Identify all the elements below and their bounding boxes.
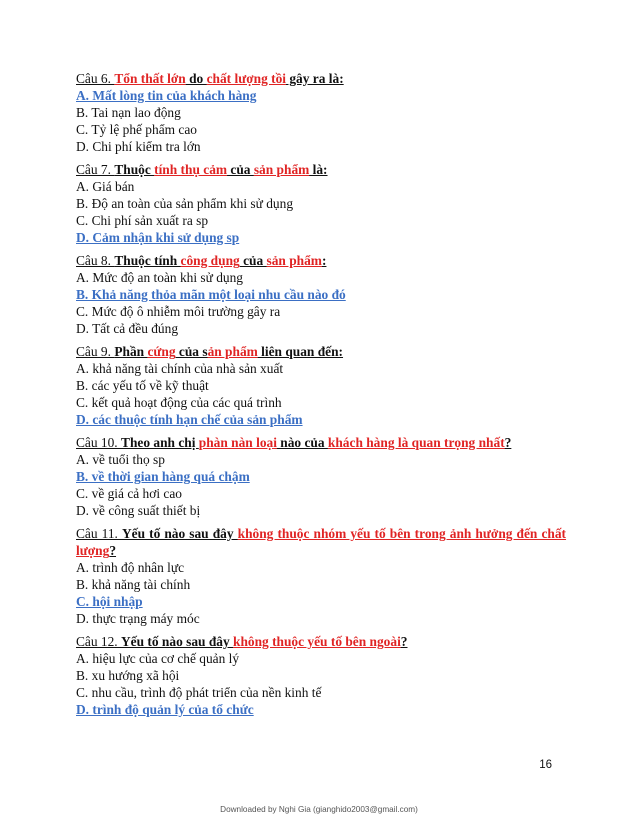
answer-option: C. Chi phí sản xuất ra sp [76,213,209,228]
question-stem [76,70,566,87]
document-body [76,70,566,724]
question-text: là: [309,162,328,177]
question-text: của s [175,344,208,359]
answer-option: A. Mức độ an toàn khi sử dụng [76,270,244,285]
question-text: Thuộc tính [114,253,181,268]
highlighted-keyword: không thuộc nhóm yếu tố bên trong ảnh hưởng đến chất lượng [76,526,567,558]
question-text: Phần [114,344,148,359]
highlighted-keyword: sản phẩm [253,162,310,177]
highlighted-keyword: Tổn thất lớn [114,71,186,86]
highlighted-keyword: công dụng [180,253,240,268]
question-text: Yếu tố nào sau đây [121,634,233,649]
answer-option: A. trình độ nhân lực [76,560,185,575]
question-text: : [321,253,327,268]
answer-option: B. các yếu tố về kỹ thuật [76,378,209,393]
answer-option-correct: A. Mất lòng tin của khách hàng [76,88,257,103]
answer-option-correct: C. hội nhập [76,594,143,609]
question-stem [76,434,566,451]
answer-option-correct: B. về thời gian hàng quá chậm [76,469,250,484]
question-stem [76,252,566,269]
answer-option: D. Tất cả đều đúng [76,321,179,336]
question-block [76,70,566,155]
highlighted-keyword: ản phẩm [207,344,258,359]
answer-option: C. Mức độ ô nhiễm môi trường gây ra [76,304,281,319]
answer-option: C. Tỷ lệ phế phẩm cao [76,122,197,137]
question-stem [76,343,566,360]
answer-option-correct: B. Khả năng thỏa mãn một loại nhu cầu nào đó [76,287,346,302]
highlighted-keyword: tính thụ cảm [154,162,228,177]
page-number: 16 [539,759,552,771]
answer-option: B. Độ an toàn của sản phẩm khi sử dụng [76,196,294,211]
question-label: Câu 9. [76,344,115,359]
question-stem [76,525,566,559]
question-label: Câu 10. [76,435,122,450]
answer-option-correct: D. trình độ quản lý của tổ chức [76,702,254,717]
answer-option: D. Chi phí kiểm tra lớn [76,139,201,154]
question-block [76,633,566,718]
question-text: nào của [276,435,328,450]
question-text: gây ra là: [286,71,344,86]
question-block [76,161,566,246]
answer-option: D. thực trạng máy móc [76,611,200,626]
highlighted-keyword: chất lượng tồi [206,71,287,86]
answer-option: C. nhu cầu, trình độ phát triển của nền kinh tế [76,685,322,700]
question-text: của [227,162,254,177]
question-label: Câu 8. [76,253,115,268]
question-label: Câu 12. [76,634,122,649]
answer-option: B. Tai nạn lao động [76,105,181,120]
question-text: Theo anh chị [121,435,199,450]
answer-option: A. khả năng tài chính của nhà sản xuất [76,361,284,376]
question-block [76,434,566,519]
question-label: Câu 7. [76,162,115,177]
question-stem [76,633,566,650]
question-text: ? [109,543,117,558]
highlighted-keyword: phàn nàn loại [198,435,277,450]
question-text: của [239,253,267,268]
answer-option: A. về tuổi thọ sp [76,452,165,467]
question-text: Thuộc [114,162,155,177]
answer-option: D. về công suất thiết bị [76,503,201,518]
answer-option: C. kết quả hoạt động của các quá trình [76,395,282,410]
highlighted-keyword: cứng [147,344,176,359]
question-text: do [185,71,207,86]
question-label: Câu 6. [76,71,115,86]
download-footer: Downloaded by Nghi Gia (gianghido2003@gmail.com) [220,805,418,814]
answer-option: B. khả năng tài chính [76,577,191,592]
question-text: ? [400,634,408,649]
answer-option: B. xu hướng xã hội [76,668,180,683]
answer-option: A. Giá bán [76,179,135,194]
question-stem [76,161,566,178]
question-label: Câu 11. [76,526,122,541]
answer-option-correct: D. các thuộc tính hạn chế của sản phẩm [76,412,303,427]
highlighted-keyword: khách hàng là quan trọng nhất [327,435,505,450]
question-text: ? [504,435,512,450]
answer-option: C. về giá cả hơi cao [76,486,182,501]
question-text: Yếu tố nào sau đây [121,526,238,541]
highlighted-keyword: không thuộc yếu tố bên ngoài [233,634,401,649]
question-text: liên quan đến: [257,344,344,359]
answer-option-correct: D. Cảm nhận khi sử dụng sp [76,230,240,245]
question-block [76,525,566,627]
answer-option: A. hiệu lực của cơ chế quản lý [76,651,240,666]
question-block [76,343,566,428]
highlighted-keyword: sản phẩm [266,253,322,268]
question-block [76,252,566,337]
